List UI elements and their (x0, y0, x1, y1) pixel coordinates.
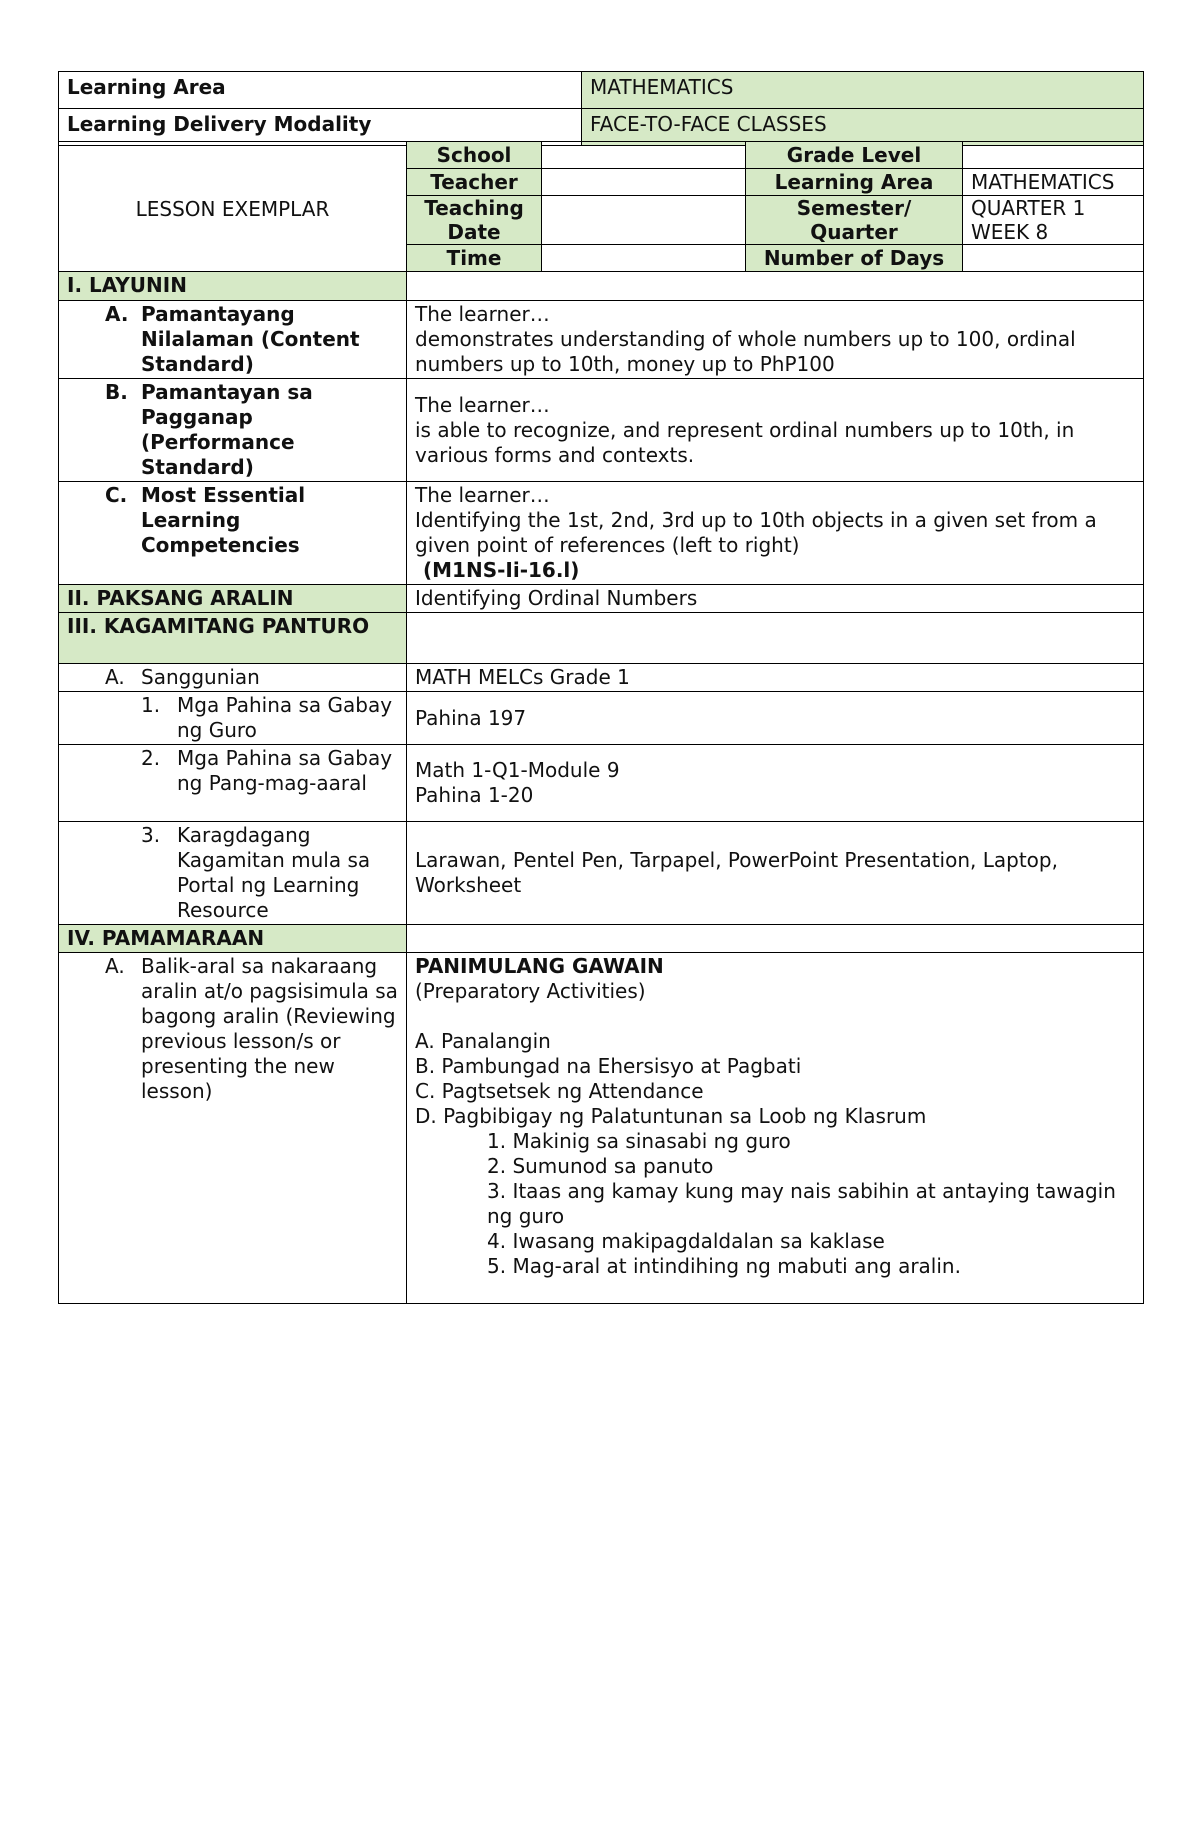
learning-area-value: MATHEMATICS (582, 72, 1144, 109)
review-lesson-label (59, 953, 407, 1304)
performance-standard-value (407, 379, 1144, 482)
table-row (59, 109, 1144, 146)
teaching-date-label (407, 196, 542, 245)
label-text: Karagdagang Kagamitan mula sa Portal ng Learning Resource (177, 823, 371, 922)
teacher-value (542, 169, 746, 196)
empty-cell (407, 925, 1144, 953)
content-standard-value (407, 301, 1144, 379)
table-row (59, 745, 1144, 822)
table-row (59, 142, 1144, 169)
time-value (542, 245, 746, 272)
teaching-date-value (542, 196, 746, 245)
activity-title: PANIMULANG GAWAIN (415, 954, 664, 978)
list-marker: 1. (141, 693, 161, 717)
teaching-date-label-line: Teaching (424, 196, 524, 220)
list-marker: A. (105, 302, 129, 326)
section-heading-materials: III. KAGAMITANG PANTURO (59, 613, 407, 664)
days-value (963, 245, 1144, 272)
info-learning-area-label: Learning Area (746, 169, 963, 196)
table-row (59, 953, 1144, 1304)
text-line: Identifying the 1st, 2nd, 3rd up to 10th objects in a given set from a given point of references (left to right) (415, 508, 1097, 557)
table-row (59, 692, 1144, 745)
text-line: The learner… (415, 483, 550, 507)
lesson-exemplar-label: LESSON EXEMPLAR (59, 142, 407, 272)
section-heading-topic: II. PAKSANG ARALIN (59, 585, 407, 613)
class-rule: 1. Makinig sa sinasabi ng guro (487, 1129, 791, 1153)
topic-value: Identifying Ordinal Numbers (407, 585, 1144, 613)
semester-value-line: QUARTER 1 (971, 196, 1086, 220)
review-lesson-value (407, 953, 1144, 1304)
activity-item: B. Pambungad na Ehersisyo at Pagbati (415, 1054, 802, 1078)
learner-guide-value (407, 745, 1144, 822)
text-line: demonstrates understanding of whole numbers up to 100, ordinal numbers up to 10th, money up to PhP100 (415, 327, 1076, 376)
school-label: School (407, 142, 542, 169)
text-line: is able to recognize, and represent ordinal numbers up to 10th, in various forms and contexts. (415, 417, 1075, 467)
list-marker: 2. (141, 746, 161, 770)
semester-label (746, 196, 963, 245)
info-learning-area-value: MATHEMATICS (963, 169, 1144, 196)
table-row (59, 613, 1144, 664)
semester-value (963, 196, 1144, 245)
empty-cell (407, 272, 1144, 301)
list-marker: A. (105, 665, 125, 689)
competencies-value (407, 482, 1144, 585)
grade-level-label: Grade Level (746, 142, 963, 169)
table-row (59, 272, 1144, 301)
competencies-label (59, 482, 407, 585)
days-label: Number of Days (746, 245, 963, 272)
class-rule: 4. Iwasang makipagdaldalan sa kaklase (487, 1229, 885, 1253)
table-row (59, 72, 1144, 109)
list-marker: 3. (141, 823, 161, 847)
table-row (59, 822, 1144, 925)
table-row (59, 482, 1144, 585)
additional-materials-label (59, 822, 407, 925)
label-text: Balik-aral sa nakaraang aralin at/o pagsisimula sa bagong aralin (Reviewing previous lesson/s or presenting the new lesson) (141, 954, 398, 1103)
semester-label-line: Quarter (810, 220, 898, 244)
table-row (59, 585, 1144, 613)
text-line: The learner… (415, 392, 550, 417)
activity-item: C. Pagtsetsek ng Attendance (415, 1079, 704, 1103)
learner-guide-label (59, 745, 407, 822)
performance-standard-label (59, 379, 407, 482)
label-text: Pamantayan sa Pagganap (Performance Standard) (141, 380, 313, 479)
competency-code: (M1NS-Ii-16.l) (423, 558, 580, 582)
table-row (59, 379, 1144, 482)
label-text: Most Essential Learning Competencies (141, 483, 306, 557)
label-text: Sanggunian (141, 665, 260, 689)
teacher-label: Teacher (407, 169, 542, 196)
text-line: Pahina 1-20 (415, 783, 534, 807)
teacher-guide-label (59, 692, 407, 745)
time-label: Time (407, 245, 542, 272)
teacher-guide-value: Pahina 197 (407, 692, 1144, 745)
activity-item: D. Pagbibigay ng Palatuntunan sa Loob ng Klasrum (415, 1104, 927, 1128)
table-row (59, 925, 1144, 953)
semester-label-line: Semester/ (796, 196, 912, 220)
section-heading-procedure: IV. PAMAMARAAN (59, 925, 407, 953)
activity-item: A. Panalangin (415, 1029, 551, 1053)
table-row (59, 301, 1144, 379)
teaching-date-label-line: Date (447, 220, 501, 244)
class-rule: 3. Itaas ang kamay kung may nais sabihin at antaying tawagin ng guro (487, 1179, 1116, 1228)
text-line: Math 1-Q1-Module 9 (415, 758, 620, 782)
list-marker: A. (105, 954, 125, 978)
list-marker: C. (105, 483, 128, 507)
class-rule: 2. Sumunod sa panuto (487, 1154, 714, 1178)
list-marker: B. (105, 380, 128, 404)
modality-label: Learning Delivery Modality (59, 109, 582, 146)
activity-subtitle: (Preparatory Activities) (415, 979, 646, 1003)
label-text: Pamantayang Nilalaman (Content Standard) (141, 302, 360, 376)
semester-value-line: WEEK 8 (971, 220, 1049, 244)
table-row (59, 664, 1144, 692)
modality-value: FACE-TO-FACE CLASSES (582, 109, 1144, 146)
label-text: Mga Pahina sa Gabay ng Guro (177, 693, 393, 742)
grade-level-value (963, 142, 1144, 169)
class-rule: 5. Mag-aral at intindihing ng mabuti ang aralin. (487, 1254, 961, 1278)
header-table (58, 71, 1144, 146)
lesson-table (58, 141, 1144, 1304)
content-standard-label (59, 301, 407, 379)
learning-area-label: Learning Area (59, 72, 582, 109)
text-line: The learner… (415, 302, 550, 326)
school-value (542, 142, 746, 169)
reference-value: MATH MELCs Grade 1 (407, 664, 1144, 692)
section-heading-objectives: I. LAYUNIN (59, 272, 407, 301)
additional-materials-value: Larawan, Pentel Pen, Tarpapel, PowerPoint Presentation, Laptop, Worksheet (407, 822, 1144, 925)
reference-label (59, 664, 407, 692)
label-text: Mga Pahina sa Gabay ng Pang-mag-aaral (177, 746, 393, 795)
empty-cell (407, 613, 1144, 664)
